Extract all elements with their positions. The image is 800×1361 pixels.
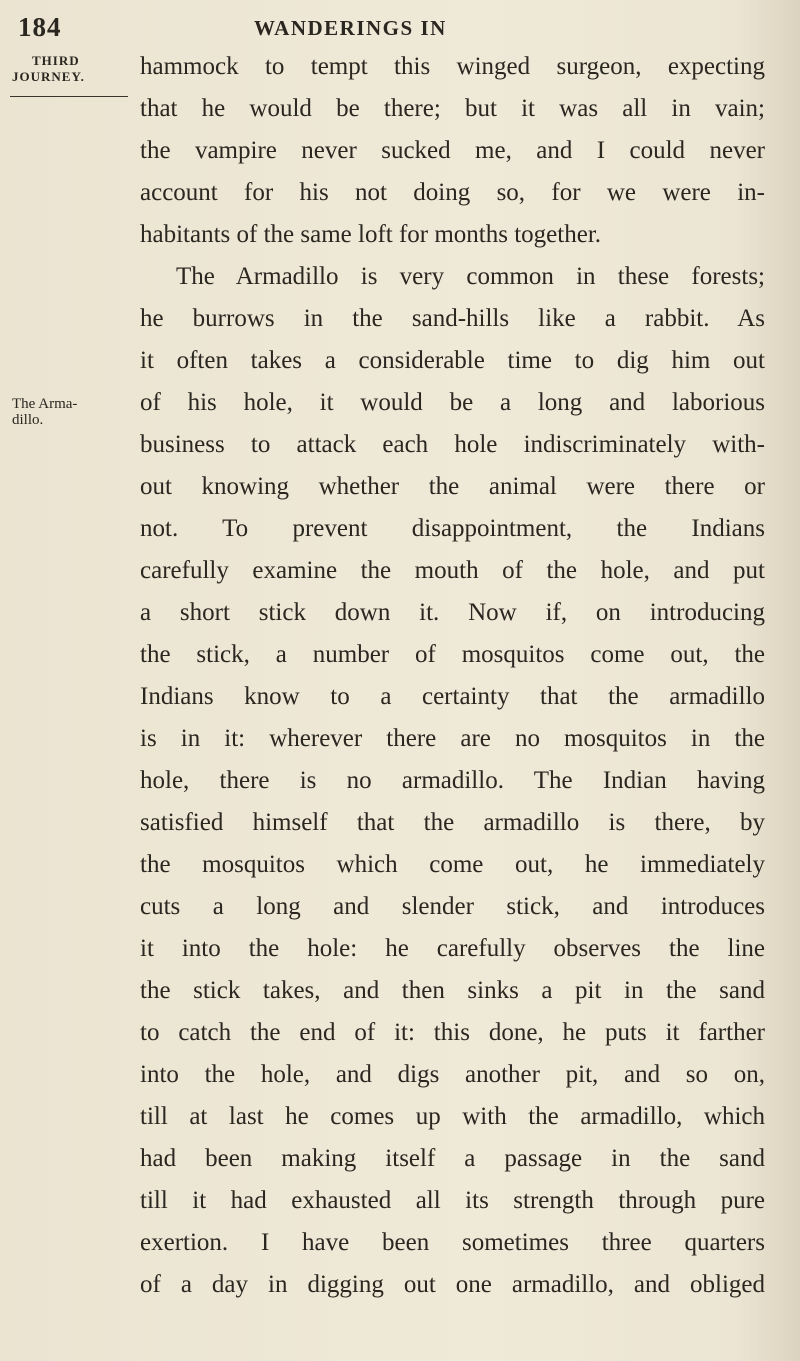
text-line: a short stick down it. Now if, on introducing [140,599,765,626]
text-line: till at last he comes up with the armadillo, which [140,1103,765,1130]
margin-note-line: THIRD [32,53,80,68]
text-line: into the hole, and digs another pit, and so on, [140,1061,765,1088]
text-line: Indians know to a certainty that the armadillo [140,683,765,710]
text-line: carefully examine the mouth of the hole, and put [140,557,765,584]
margin-rule [10,96,128,97]
margin-note-line: dillo. [12,412,44,428]
text-line: satisfied himself that the armadillo is there, by [140,809,765,836]
text-line: out knowing whether the animal were there or [140,473,765,500]
text-line: the stick takes, and then sinks a pit in the sand [140,977,765,1004]
text-line: the stick, a number of mosquitos come out, the [140,641,765,668]
text-line: it into the hole: he carefully observes the line [140,935,765,962]
margin-note-line: The Arma- [12,396,78,412]
body-text [140,46,765,1306]
text-line: of his hole, it would be a long and laborious [140,389,765,416]
text-line: till it had exhausted all its strength through pure [140,1187,765,1214]
text-line: exertion. I have been sometimes three quarters [140,1229,765,1256]
page-number: 184 [18,12,62,42]
text-line: it often takes a considerable time to dig him out [140,347,765,374]
text-line: to catch the end of it: this done, he puts it farther [140,1019,765,1046]
text-line: habitants of the same loft for months together. [140,221,602,248]
margin-note-journey [12,53,132,85]
text-line: the mosquitos which come out, he immediately [140,851,765,878]
text-line: account for his not doing so, for we were in- [140,179,765,206]
text-line: had been making itself a passage in the sand [140,1145,765,1172]
text-line: the vampire never sucked me, and I could never [140,137,765,164]
text-line: hammock to tempt this winged surgeon, expecting [140,53,765,80]
text-line: is in it: wherever there are no mosquitos in the [140,725,765,752]
text-line: not. To prevent disappointment, the Indians [140,515,765,542]
text-line: he burrows in the sand-hills like a rabbit. As [140,305,765,332]
text-line: that he would be there; but it was all in vain; [140,95,765,122]
running-head: WANDERINGS IN [254,16,447,40]
margin-note-line: JOURNEY. [12,69,85,84]
margin-note-armadillo [12,396,132,428]
text-line: business to attack each hole indiscriminately with- [140,431,765,458]
text-line: of a day in digging out one armadillo, and obliged [140,1271,765,1298]
text-line: hole, there is no armadillo. The Indian having [140,767,765,794]
text-line: The Armadillo is very common in these forests; [176,263,765,290]
text-line: cuts a long and slender stick, and introduces [140,893,765,920]
